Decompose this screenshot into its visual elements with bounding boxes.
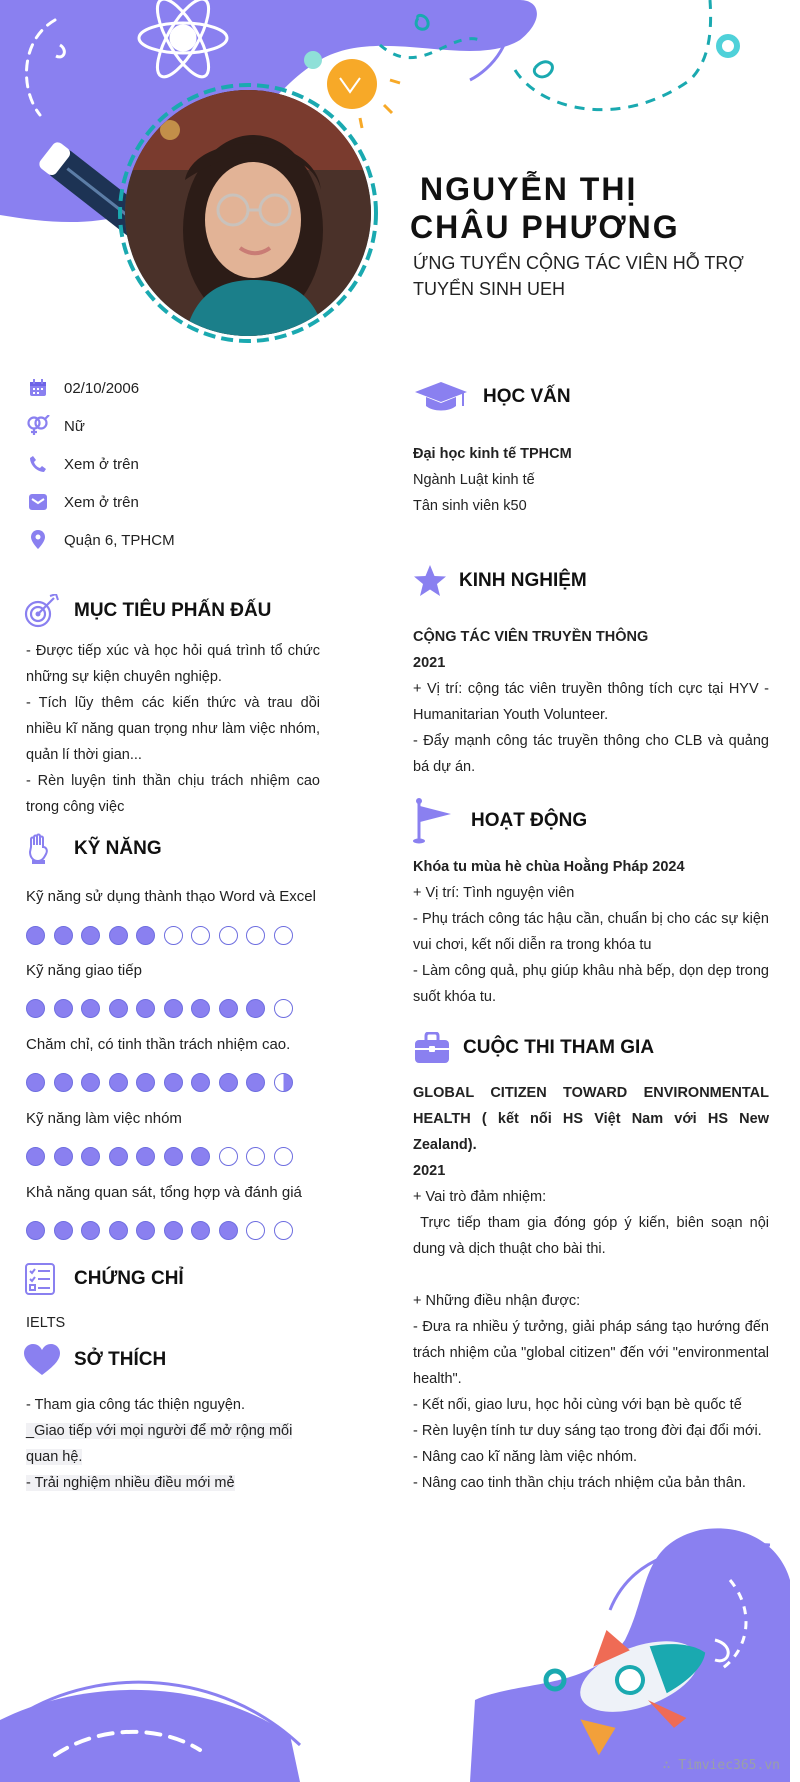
rating-dot	[81, 1073, 100, 1092]
activity-line: - Phụ trách công tác hậu cần, chuẩn bị cho các sự kiện vui chơi, kết nối diễn ra trong khóa tu	[413, 911, 769, 953]
rating-dot	[191, 1147, 210, 1166]
name-line-1: NGUYỄN THỊ	[420, 171, 638, 207]
rating-dot	[81, 926, 100, 945]
skill-label: Kỹ năng giao tiếp	[26, 962, 142, 979]
rating-dot	[274, 999, 293, 1018]
rating-dot	[54, 1221, 73, 1240]
skill-label: Chăm chỉ, có tinh thần trách nhiệm cao.	[26, 1036, 291, 1053]
rating-dot	[191, 999, 210, 1018]
address-text: Quận 6, TPHCM	[64, 531, 175, 549]
rating-dot	[246, 1147, 265, 1166]
rating-dot	[274, 1221, 293, 1240]
rating-dot	[54, 1073, 73, 1092]
contests-heading	[413, 1032, 654, 1064]
contest-gain: - Nâng cao kĩ năng làm việc nhóm.	[413, 1449, 638, 1465]
rating-dot	[109, 1073, 128, 1092]
flag-icon	[413, 798, 455, 844]
full-name	[410, 170, 680, 246]
hobbies-title: SỞ THÍCH	[74, 1349, 167, 1370]
rating-dot	[136, 1147, 155, 1166]
dashed-swirl-top-right	[515, 0, 711, 110]
gender-icon	[26, 414, 50, 438]
certificate-item: IELTS	[26, 1315, 66, 1331]
activity-line: + Vị trí: Tình nguyện viên	[413, 885, 575, 901]
rating-dot	[219, 999, 238, 1018]
email-text: Xem ở trên	[64, 493, 139, 511]
experience-title: KINH NGHIỆM	[459, 570, 587, 591]
contests-text	[413, 1080, 774, 1496]
skill-label: Kỹ năng làm việc nhóm	[26, 1110, 182, 1127]
objective-line: - Tích lũy thêm các kiến thức và trau dồi nhiều kĩ năng quan trọng như làm việc nhóm, quản lí thời gian...	[26, 695, 320, 763]
contest-gain: - Nâng cao tinh thần chịu trách nhiệm của bản thân.	[413, 1475, 746, 1491]
checklist-icon	[24, 1262, 56, 1296]
info-address	[26, 528, 175, 552]
education-major: Ngành Luật kinh tế	[413, 472, 535, 488]
birthday-text: 02/10/2006	[64, 379, 140, 397]
heart-icon	[24, 1344, 60, 1376]
rating-dot	[26, 999, 45, 1018]
rating-dot	[164, 926, 183, 945]
rating-dot	[219, 1221, 238, 1240]
objective-line: - Được tiếp xúc và học hỏi quá trình tổ chức những sự kiện chuyên nghiệp.	[26, 643, 320, 685]
hobby-line: - Tham gia công tác thiện nguyện.	[26, 1397, 245, 1413]
star-icon	[413, 564, 447, 598]
contest-gains-heading: + Những điều nhận được:	[413, 1293, 581, 1309]
rating-dot	[274, 1147, 293, 1166]
education-school: Đại học kinh tế TPHCM	[413, 446, 572, 462]
skill-rating	[26, 1221, 293, 1240]
watermark: ∴ Timviec365.vn	[662, 1758, 780, 1773]
rating-dot	[164, 999, 183, 1018]
info-phone	[26, 452, 139, 476]
rating-dot	[246, 999, 265, 1018]
rating-dot	[164, 1073, 183, 1092]
rating-dot	[81, 1221, 100, 1240]
rating-dot	[136, 926, 155, 945]
contest-name: GLOBAL CITIZEN TOWARD ENVIRONMENTAL HEALTH ( kết nối HS Việt Nam với HS New Zealand).	[413, 1085, 769, 1153]
rating-dot	[219, 1073, 238, 1092]
rating-dot	[191, 1073, 210, 1092]
contest-role-text: Trực tiếp tham gia đóng góp ý kiến, biên soạn nội dung và dịch thuật cho bài thi.	[413, 1215, 774, 1257]
skill-rating	[26, 926, 293, 945]
rating-dot	[274, 926, 293, 945]
activity-line: - Làm công quả, phụ giúp khâu nhà bếp, dọn dẹp trong suốt khóa tu.	[413, 963, 769, 1005]
activities-heading	[413, 798, 587, 844]
hobbies-heading	[24, 1344, 166, 1376]
education-title: HỌC VẤN	[483, 386, 571, 407]
contest-gain: - Đưa ra nhiều ý tưởng, giải pháp sáng tạo hướng đến trách nhiệm của "global citizen" đến với "environmental health".	[413, 1319, 769, 1387]
avatar	[125, 90, 371, 336]
education-text	[413, 441, 769, 519]
contest-year: 2021	[413, 1163, 446, 1179]
rating-dot	[246, 926, 265, 945]
rating-dot	[191, 926, 210, 945]
graduation-cap-icon	[413, 380, 469, 414]
info-birthday	[26, 376, 139, 400]
contests-title: CUỘC THI THAM GIA	[463, 1037, 655, 1058]
objective-heading	[24, 594, 271, 628]
hobby-line: _Giao tiếp với mọi người để mở rộng mối quan hệ.	[26, 1423, 293, 1465]
rating-dot	[26, 1221, 45, 1240]
contest-gain: - Rèn luyện tính tư duy sáng tạo trong đời đại đổi mới.	[413, 1423, 762, 1439]
rating-dot	[81, 1147, 100, 1166]
hobbies-text	[26, 1392, 320, 1496]
rating-dot	[109, 999, 128, 1018]
rating-dot	[109, 1147, 128, 1166]
bottom-left-blob	[0, 1690, 300, 1782]
info-email	[26, 490, 139, 514]
rating-dot	[54, 926, 73, 945]
spacer	[413, 1262, 769, 1288]
phone-text: Xem ở trên	[64, 455, 139, 473]
objective-text	[26, 638, 320, 820]
rating-dot	[164, 1221, 183, 1240]
ring-dot	[719, 37, 737, 55]
experience-line: + Vị trí: cộng tác viên truyền thông tích cực tại HYV - Humanitarian Youth Volunteer.	[413, 681, 769, 723]
briefcase-icon	[413, 1032, 451, 1064]
rating-dot	[81, 999, 100, 1018]
fist-icon	[24, 832, 54, 866]
rating-dot	[109, 926, 128, 945]
rating-dot	[109, 1221, 128, 1240]
applying-position: ỨNG TUYỂN CỘNG TÁC VIÊN HỖ TRỢ TUYỂN SINH UEH	[413, 253, 744, 299]
skill-rating	[26, 999, 293, 1018]
rating-dot	[54, 1147, 73, 1166]
skills-title: KỸ NĂNG	[74, 838, 162, 859]
email-icon	[26, 490, 50, 514]
rating-dot	[219, 1147, 238, 1166]
rating-dot	[26, 1147, 45, 1166]
activities-title: HOẠT ĐỘNG	[471, 810, 588, 831]
skill-label: Kỹ năng sử dụng thành thạo Word và Excel	[26, 888, 316, 905]
rating-dot	[136, 1221, 155, 1240]
rating-dot	[246, 1221, 265, 1240]
name-line-2: CHÂU PHƯƠNG	[410, 209, 680, 245]
rating-dot	[136, 1073, 155, 1092]
rating-dot	[191, 1221, 210, 1240]
experience-line: - Đẩy mạnh công tác truyền thông cho CLB và quảng bá dự án.	[413, 733, 769, 775]
rating-dot	[246, 1073, 265, 1092]
gender-text: Nữ	[64, 417, 85, 435]
experience-year: 2021	[413, 655, 446, 671]
experience-text	[413, 624, 769, 780]
calendar-icon	[26, 376, 50, 400]
location-pin-icon	[26, 528, 50, 552]
portrait-illustration	[125, 90, 371, 336]
rating-dot	[164, 1147, 183, 1166]
info-gender	[26, 414, 85, 438]
hobby-line: - Trải nghiệm nhiều điều mới mẻ	[26, 1475, 235, 1491]
activities-text	[413, 854, 769, 1010]
activity-name: Khóa tu mùa hè chùa Hoằng Pháp 2024	[413, 859, 685, 875]
rating-dot	[274, 1073, 293, 1092]
objective-line: - Rèn luyện tinh thần chịu trách nhiệm cao trong công việc	[26, 773, 320, 815]
objective-title: MỤC TIÊU PHẤN ĐẤU	[74, 600, 272, 621]
rating-dot	[54, 999, 73, 1018]
rating-dot	[26, 1073, 45, 1092]
skill-label: Khả năng quan sát, tổng hợp và đánh giá	[26, 1184, 302, 1201]
experience-role: CỘNG TÁC VIÊN TRUYỀN THÔNG	[413, 629, 649, 645]
skill-rating	[26, 1147, 293, 1166]
education-heading	[413, 380, 571, 414]
rating-dot	[219, 926, 238, 945]
skills-heading	[24, 832, 162, 866]
education-note: Tân sinh viên k50	[413, 498, 527, 514]
certificates-heading	[24, 1262, 184, 1296]
contest-gain: - Kết nối, giao lưu, học hỏi cùng với bạn bè quốc tế	[413, 1397, 742, 1413]
rating-dot	[136, 999, 155, 1018]
contest-role-heading: + Vai trò đảm nhiệm:	[413, 1189, 547, 1205]
rating-dot	[26, 926, 45, 945]
experience-heading	[413, 564, 587, 598]
certificates-title: CHỨNG CHỈ	[74, 1268, 184, 1289]
target-icon	[24, 594, 60, 628]
skill-rating	[26, 1073, 293, 1092]
phone-icon	[26, 452, 50, 476]
